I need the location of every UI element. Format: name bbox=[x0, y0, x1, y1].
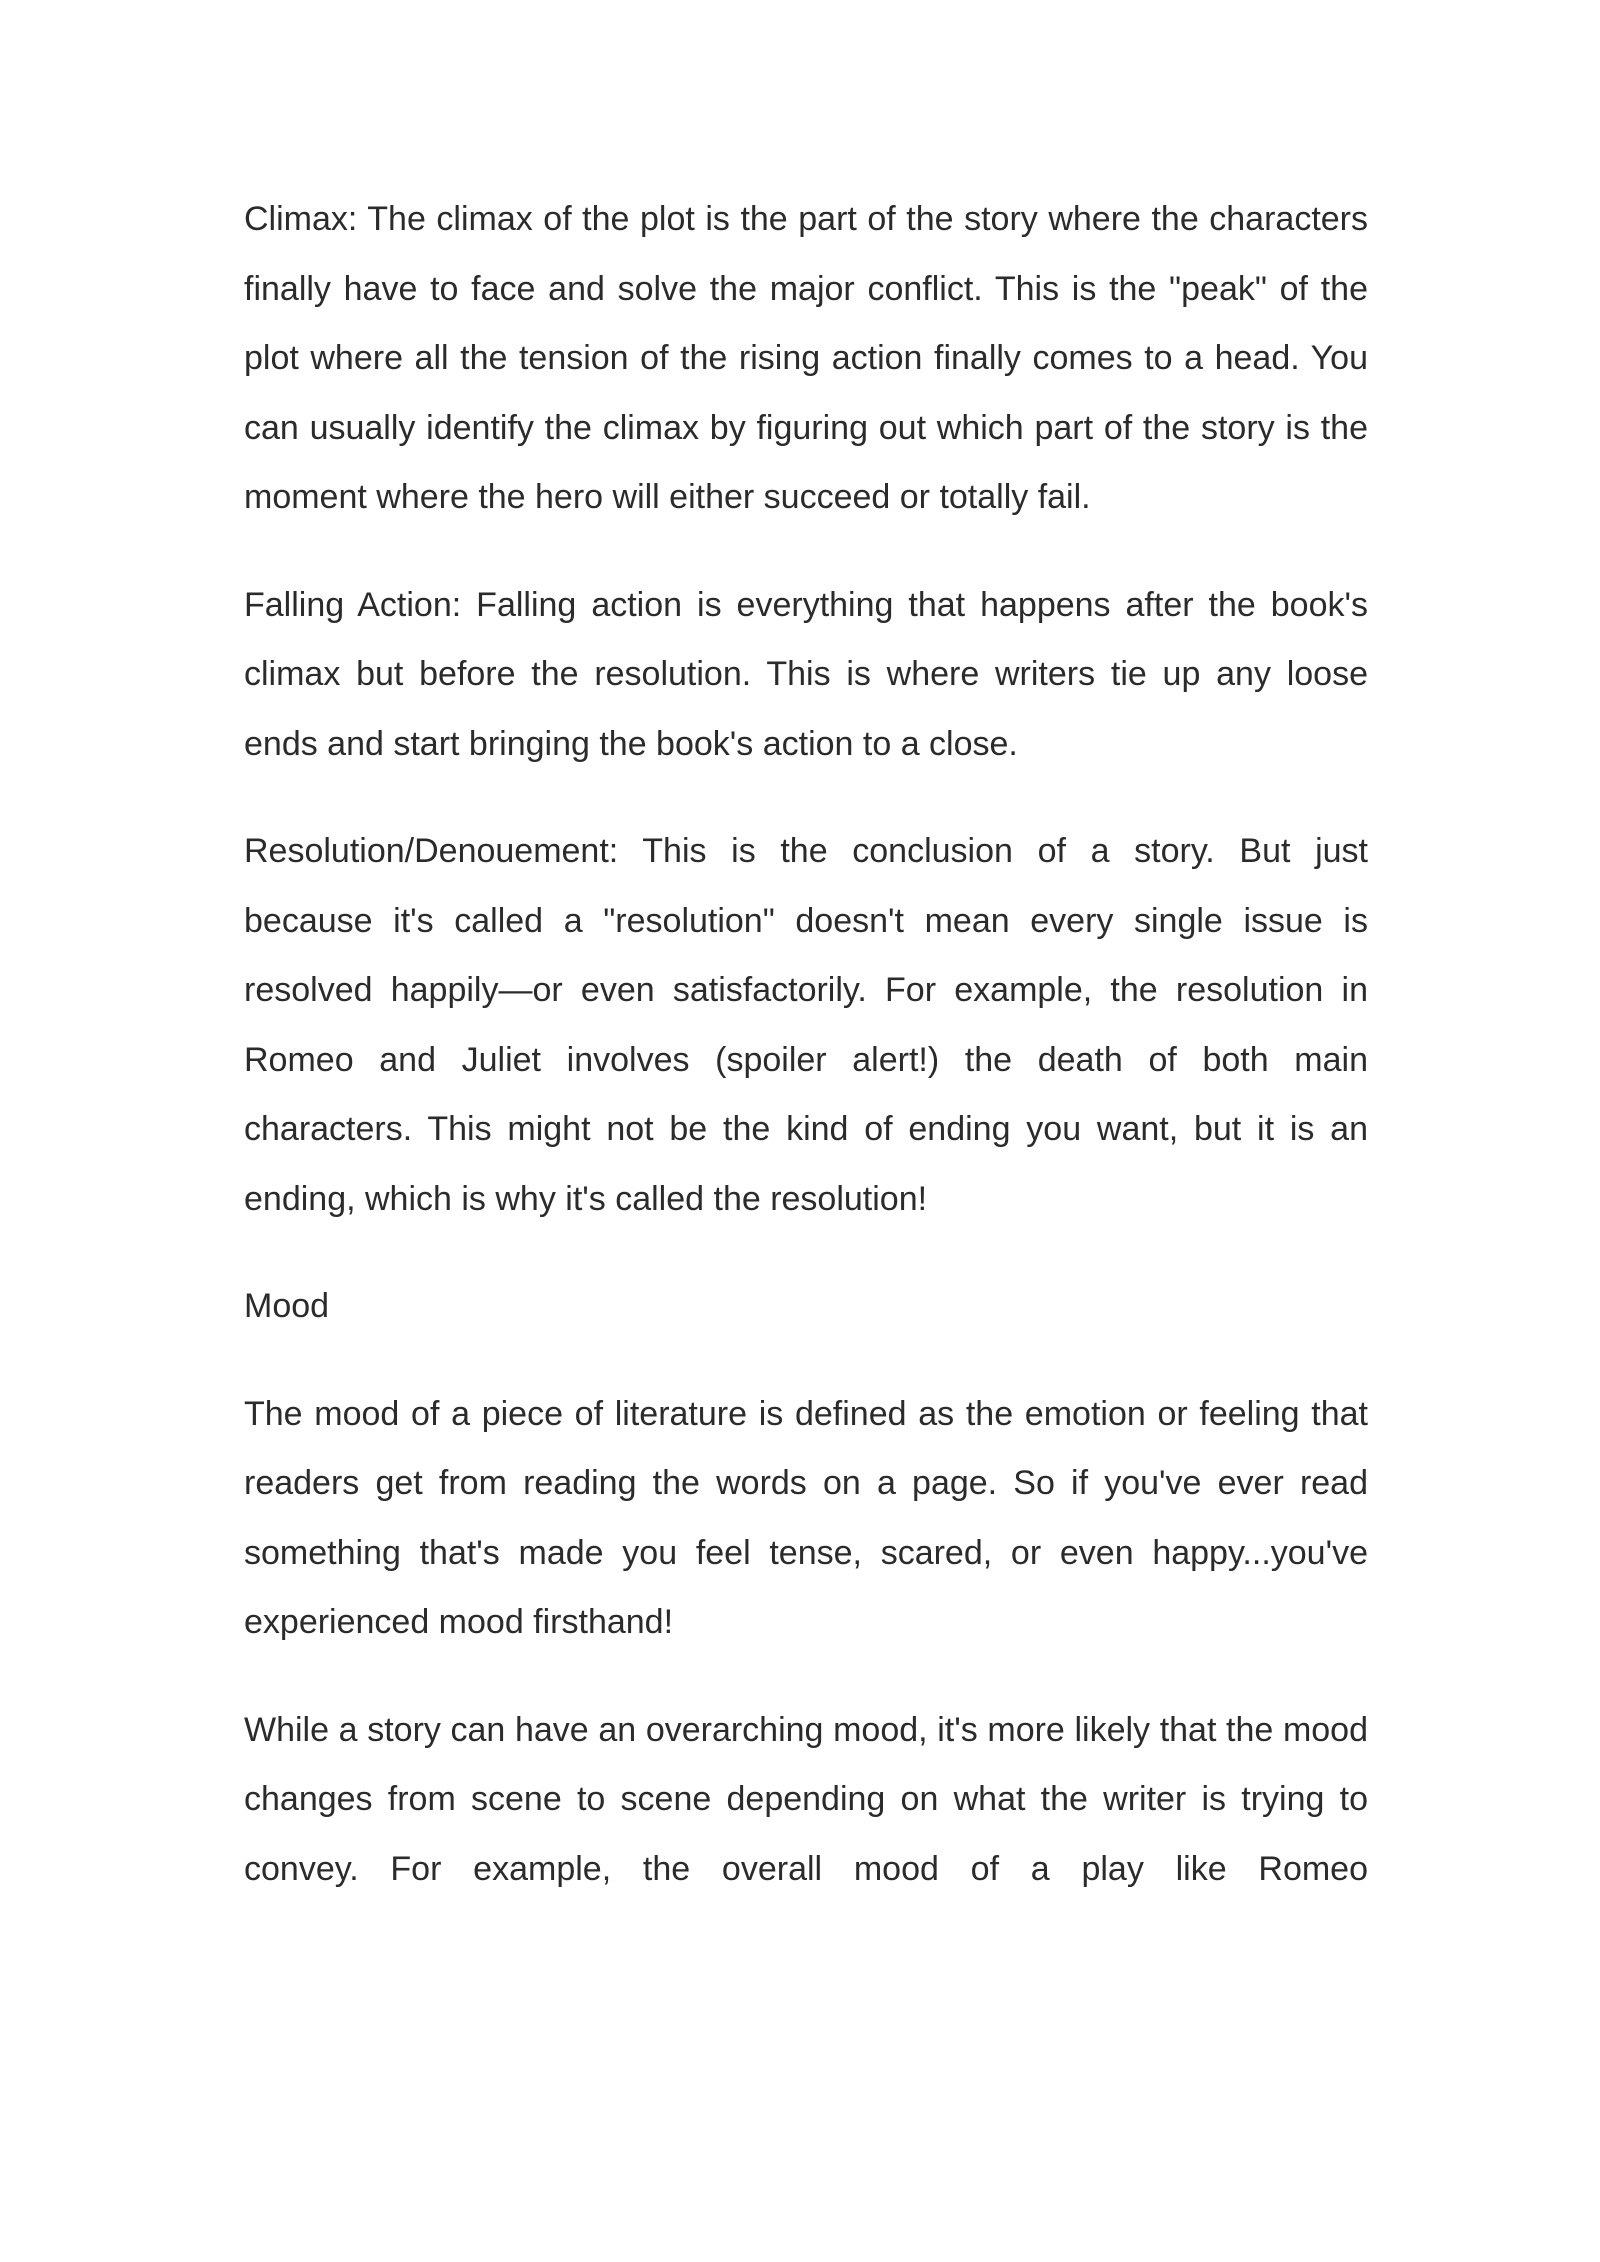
paragraph-resolution bbox=[244, 817, 1368, 1234]
definition-resolution: This is the conclusion of a story. But just because it's called a "resolution" doesn't mean every single issue is resolved happily—or even satisfactorily. For example, the resolution in Romeo and Juliet involves (spoiler alert!) the death of both main characters. This might not be the kind of ending you want, but it is an ending, which is why it's called the resolution! bbox=[244, 832, 1368, 1218]
document-body bbox=[244, 185, 1368, 1942]
paragraph-falling-action bbox=[244, 571, 1368, 780]
definition-falling-action: Falling action is everything that happens after the book's climax but before the resolution. This is where writers tie up any loose ends and start bringing the book's action to a close. bbox=[244, 585, 1368, 763]
term-resolution: Resolution/Denouement: bbox=[244, 832, 619, 870]
paragraph-climax bbox=[244, 185, 1368, 533]
term-falling-action: Falling Action: bbox=[244, 585, 462, 624]
term-climax: Climax: bbox=[244, 200, 358, 238]
paragraph-mood-changes: While a story can have an overarching mood, it's more likely that the mood changes from scene to scene depending on what the writer is trying to convey. For example, the overall mood of a play like Romeo bbox=[244, 1710, 1368, 1888]
section-heading-mood: Mood bbox=[244, 1287, 330, 1325]
definition-climax: The climax of the plot is the part of the story where the characters finally have to face and solve the major conflict. This is the "peak" of the plot where all the tension of the rising action finally comes to a head. You can usually identify the climax by figuring out which part of the story is the moment where the hero will either succeed or totally fail. bbox=[244, 200, 1368, 516]
paragraph-mood-definition: The mood of a piece of literature is defined as the emotion or feeling that readers get from reading the words on a page. So if you've ever read something that's made you feel tense, scared, or even happy...you've experienced mood firsthand! bbox=[244, 1394, 1368, 1641]
